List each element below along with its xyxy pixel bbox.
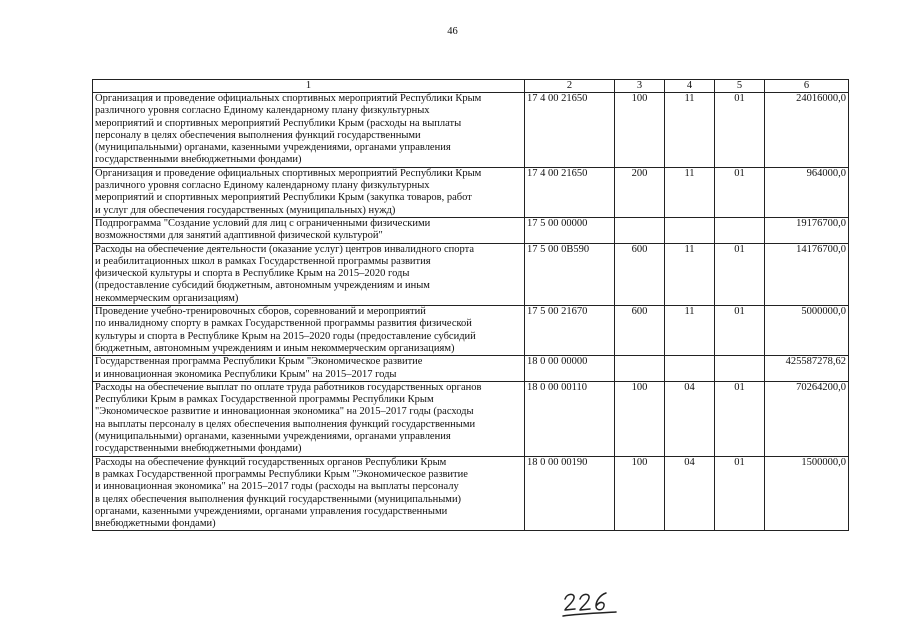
row-amount: 24016000,0: [765, 93, 849, 168]
row-description: Проведение учебно-тренировочных сборов, соревнований и мероприятий по инвалидному спорту в рамках Государственной программы развития физической культуры и спорта в Республике Крым на 2015–2020 годы (предоставление субсидий бюджетным, автономным учреждениям и иным некоммерческим организациям): [93, 306, 525, 356]
row-subsection: [715, 356, 765, 382]
column-header: 2: [525, 80, 615, 93]
row-expense-type: 600: [615, 243, 665, 305]
row-description: Расходы на обеспечение деятельности (оказание услуг) центров инвалидного спорта и реабилитационных школ в рамках Государственной программы развития физической культуры и спорта в Республике Крым на 2015–2020 годы (предоставление субсидий бюджетным, автономным учреждениям и иным некоммерческим организациям): [93, 243, 525, 305]
row-section: 11: [665, 93, 715, 168]
row-subsection: 01: [715, 93, 765, 168]
row-section: 11: [665, 243, 715, 305]
row-expense-type: 100: [615, 456, 665, 531]
row-expense-type: 100: [615, 381, 665, 456]
handwritten-page-mark: [562, 590, 618, 620]
row-expense-type: [615, 217, 665, 243]
row-expense-type: [615, 356, 665, 382]
row-subsection: 01: [715, 306, 765, 356]
row-description: Государственная программа Республики Крым "Экономическое развитие и инновационная экономика Республики Крым" на 2015–2017 годы: [93, 356, 525, 382]
table-header-row: [93, 80, 849, 93]
row-section: 11: [665, 167, 715, 217]
budget-table: [92, 79, 849, 531]
row-description: Расходы на обеспечение выплат по оплате труда работников государственных органов Республики Крым в рамках Государственной программы Республики Крым "Экономическое развитие и инновационная экономика" на 2015–2017 годы (расходы на выплаты персоналу в целях обеспечения выполнения функций государственными (муниципальными) органами, казенными учреждениями, органами управления государственными внебюджетными фондами): [93, 381, 525, 456]
row-amount: 5000000,0: [765, 306, 849, 356]
row-description: Организация и проведение официальных спортивных мероприятий Республики Крым различного уровня согласно Единому календарному плану физкультурных мероприятий и спортивных мероприятий Республики Крым (закупка товаров, работ и услуг для обеспечения государственных (муниципальных) нужд): [93, 167, 525, 217]
row-code: 18 0 00 00110: [525, 381, 615, 456]
row-section: [665, 217, 715, 243]
row-section: 04: [665, 456, 715, 531]
row-amount: 70264200,0: [765, 381, 849, 456]
row-subsection: 01: [715, 456, 765, 531]
row-description: Организация и проведение официальных спортивных мероприятий Республики Крым различного уровня согласно Единому календарному плану физкультурных мероприятий и спортивных мероприятий Республики Крым (расходы на выплаты персоналу в целях обеспечения выполнения функций государственными (муниципальными) органами, казенными учреждениями, органами управления государственными внебюджетными фондами): [93, 93, 525, 168]
row-description: Подпрограмма "Создание условий для лиц с ограниченными физическими возможностями для занятий адаптивной физической культурой": [93, 217, 525, 243]
row-amount: 964000,0: [765, 167, 849, 217]
table-row: [93, 381, 849, 456]
row-subsection: 01: [715, 167, 765, 217]
row-amount: 19176700,0: [765, 217, 849, 243]
column-header: 3: [615, 80, 665, 93]
page-number: 46: [447, 26, 458, 37]
row-expense-type: 200: [615, 167, 665, 217]
row-amount: 1500000,0: [765, 456, 849, 531]
row-code: 17 5 00 00000: [525, 217, 615, 243]
row-amount: 14176700,0: [765, 243, 849, 305]
row-code: 17 5 00 0В590: [525, 243, 615, 305]
row-code: 18 0 00 00000: [525, 356, 615, 382]
row-amount: 425587278,62: [765, 356, 849, 382]
table-row: [93, 93, 849, 168]
table-row: [93, 306, 849, 356]
row-section: [665, 356, 715, 382]
row-section: 04: [665, 381, 715, 456]
table-row: [93, 456, 849, 531]
table-row: [93, 167, 849, 217]
column-header: 1: [93, 80, 525, 93]
row-subsection: 01: [715, 243, 765, 305]
table-row: [93, 217, 849, 243]
row-code: 17 4 00 21650: [525, 167, 615, 217]
column-header: 6: [765, 80, 849, 93]
column-header: 5: [715, 80, 765, 93]
table-row: [93, 243, 849, 305]
row-subsection: 01: [715, 381, 765, 456]
column-header: 4: [665, 80, 715, 93]
row-code: 18 0 00 00190: [525, 456, 615, 531]
row-expense-type: 600: [615, 306, 665, 356]
row-description: Расходы на обеспечение функций государственных органов Республики Крым в рамках Государственной программы Республики Крым "Экономическое развитие и инновационная экономика" на 2015–2017 годы (расходы на выплаты персоналу в целях обеспечения выполнения функций государственными (муниципальными) органами, казенными учреждениями, органами управления государственными внебюджетными фондами): [93, 456, 525, 531]
row-subsection: [715, 217, 765, 243]
table-row: [93, 356, 849, 382]
row-section: 11: [665, 306, 715, 356]
row-code: 17 5 00 21670: [525, 306, 615, 356]
row-expense-type: 100: [615, 93, 665, 168]
row-code: 17 4 00 21650: [525, 93, 615, 168]
